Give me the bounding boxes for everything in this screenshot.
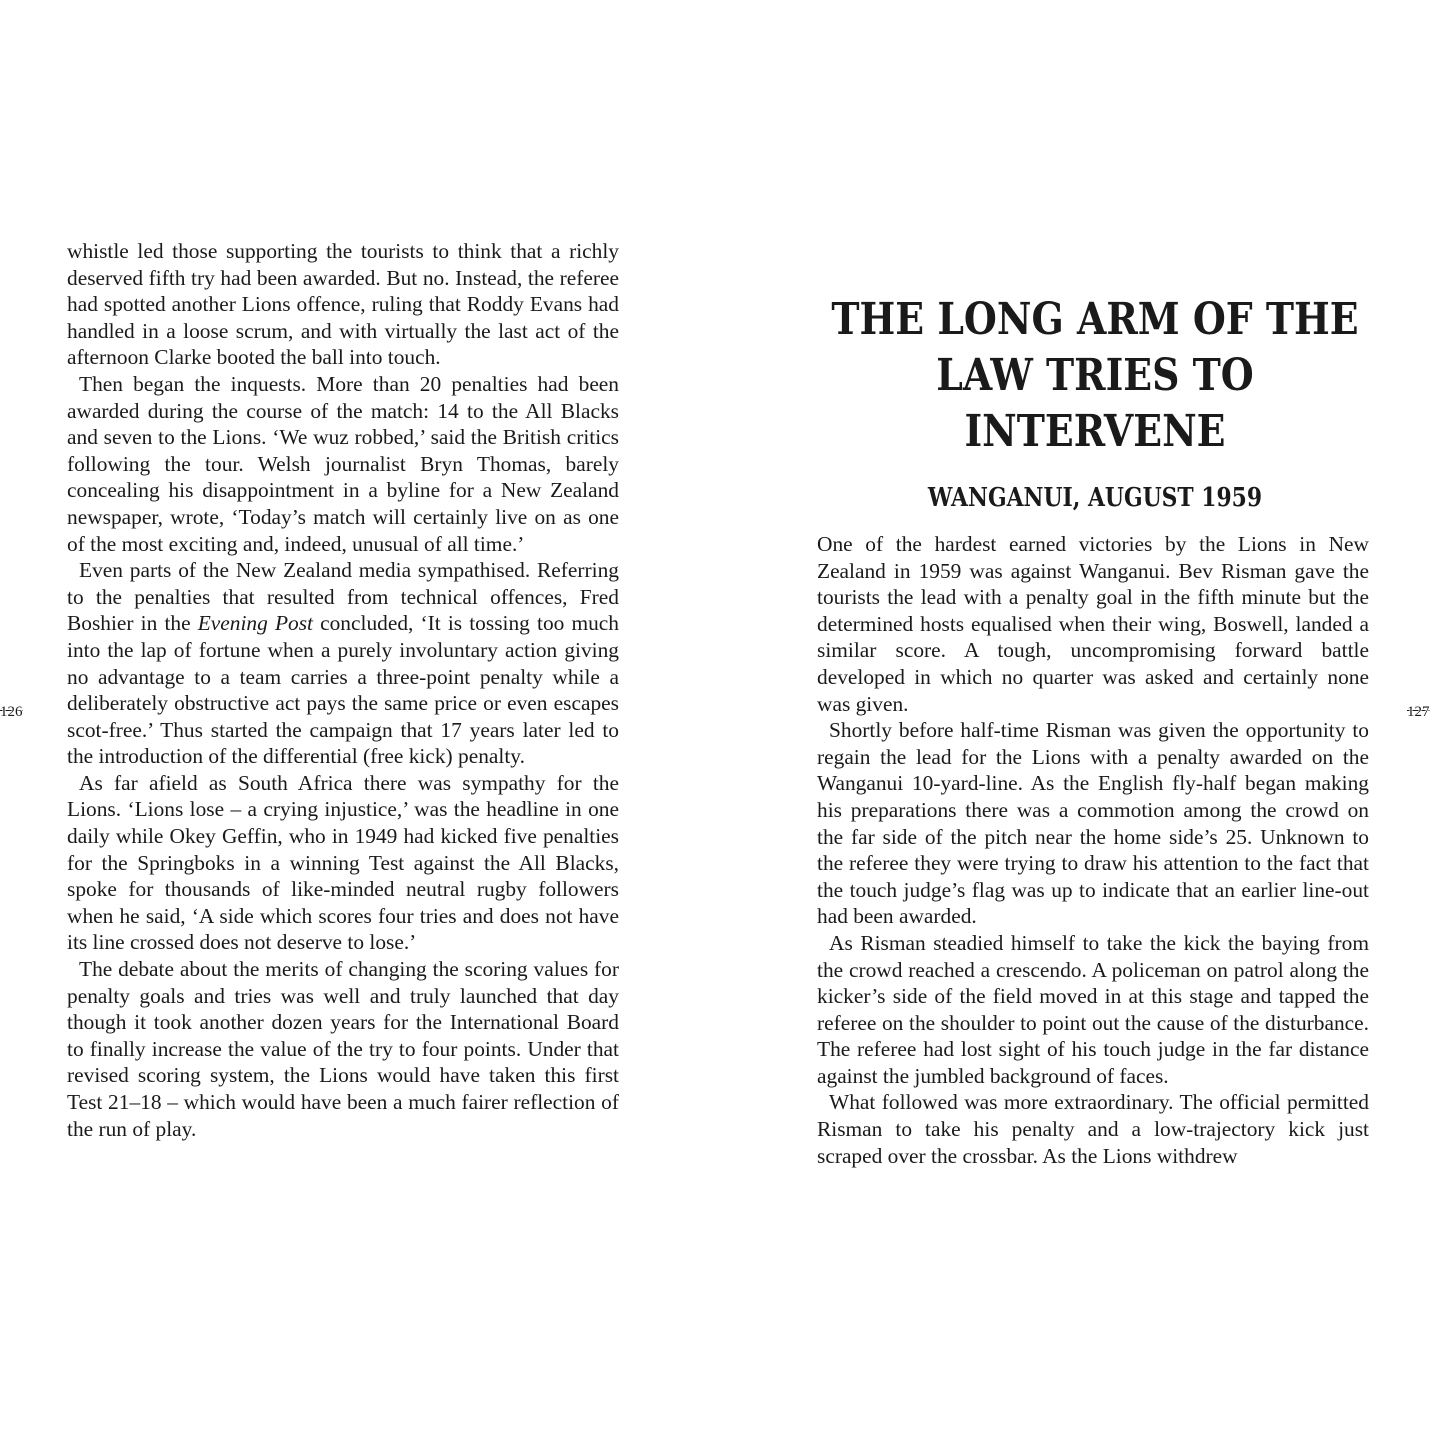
chapter-heading [780,292,1410,514]
left-paragraph-3-rest: concluded, ‘It is tossing too much into the lap of fortune when a purely involuntary action giving no advantage to a team carries a three-point penalty while a deliberately obstructive act pays the same price or even escapes scot-free.’ Thus started the campaign that 17 years later led to the introduction of the differential (free kick) penalty. [67,611,619,769]
chapter-title: THE LONG ARM OF THE LAW TRIES TO INTERVENE [831,294,1359,457]
right-paragraph-2: Shortly before half-time Risman was given the opportunity to regain the lead for the Lions with a penalty awarded on the Wanganui 10-yard-line. As the English fly-half began making his preparations there was a commotion among the crowd on the far side of the pitch near the home side’s 25. Unknown to the referee they were trying to draw his attention to the fact that the touch judge’s flag was up to indicate that an earlier line-out had been awarded. [817,718,1369,929]
left-paragraph-1: whistle led those supporting the tourists to think that a richly deserved fifth try had been awarded. But no. Instead, the referee had spotted another Lions offence, ruling that Roddy Evans had handled in a loose scrum, and with virtually the last act of the afternoon Clarke booted the ball into touch. [67,239,619,370]
right-paragraph-1: One of the hardest earned victories by the Lions in New Zealand in 1959 was against Wanganui. Bev Risman gave the tourists the lead with a penalty goal in the fifth minute but the determined hosts equalised when their wing, Boswell, landed a similar score. A tough, uncompromising forward battle developed in which no quarter was asked and certainly none was given. [817,532,1369,716]
right-paragraph-4: What followed was more extraordinary. The official permitted Risman to take his penalty and a low-trajectory kick just scraped over the crossbar. As the Lions withdrew [817,1090,1369,1168]
right-text-column [817,531,1369,1169]
chapter-subtitle: WANGANUI, AUGUST 1959 [927,483,1263,513]
left-paragraph-5: The debate about the merits of changing the scoring values for penalty goals and tries was well and truly launched that day though it took another dozen years for the International Board to finally increase the value of the try to four points. Under that revised scoring system, the Lions would have taken this first Test 21–18 – which would have been a much fairer reflection of the run of play. [67,957,619,1141]
newspaper-title-evening-post: Evening Post [197,611,313,636]
left-paragraph-3 [67,557,619,770]
left-paragraph-3-lead: Even parts of the New Zealand media sympathised. Referring to the penalties that resulted from technical offences, Fred Boshier in the [67,558,619,636]
left-paragraph-2: Then began the inquests. More than 20 penalties had been awarded during the course of the match: 14 to the All Blacks and seven to the Lions. ‘We wuz robbed,’ said the British critics following the tour. Welsh journalist Bryn Thomas, barely concealing his disappointment in a byline for a New Zealand newspaper, wrote, ‘Today’s match will certainly live on as one of the most exciting and, indeed, unusual of all time.’ [67,371,619,556]
page-number-right: 127 [1407,704,1430,720]
page-number-left: 126 [0,704,23,720]
right-page [720,0,1440,1440]
left-paragraph-4: As far afield as South Africa there was sympathy for the Lions. ‘Lions lose – a crying injustice,’ was the headline in one daily while Okey Geffin, who in 1949 had kicked five penalties for the Springboks in a winning Test against the All Blacks, spoke for thousands of like-minded neutral rugby followers when he said, ‘A side which scores four tries and does not have its line crossed does not deserve to lose.’ [67,770,619,955]
left-text-column [67,238,619,1142]
right-paragraph-3: As Risman steadied himself to take the kick the baying from the crowd reached a crescendo. A policeman on patrol along the kicker’s side of the field moved in at this stage and tapped the referee on the shoulder to point out the cause of the disturbance. The referee had lost sight of his touch judge in the far distance against the jumbled background of faces. [817,930,1369,1088]
